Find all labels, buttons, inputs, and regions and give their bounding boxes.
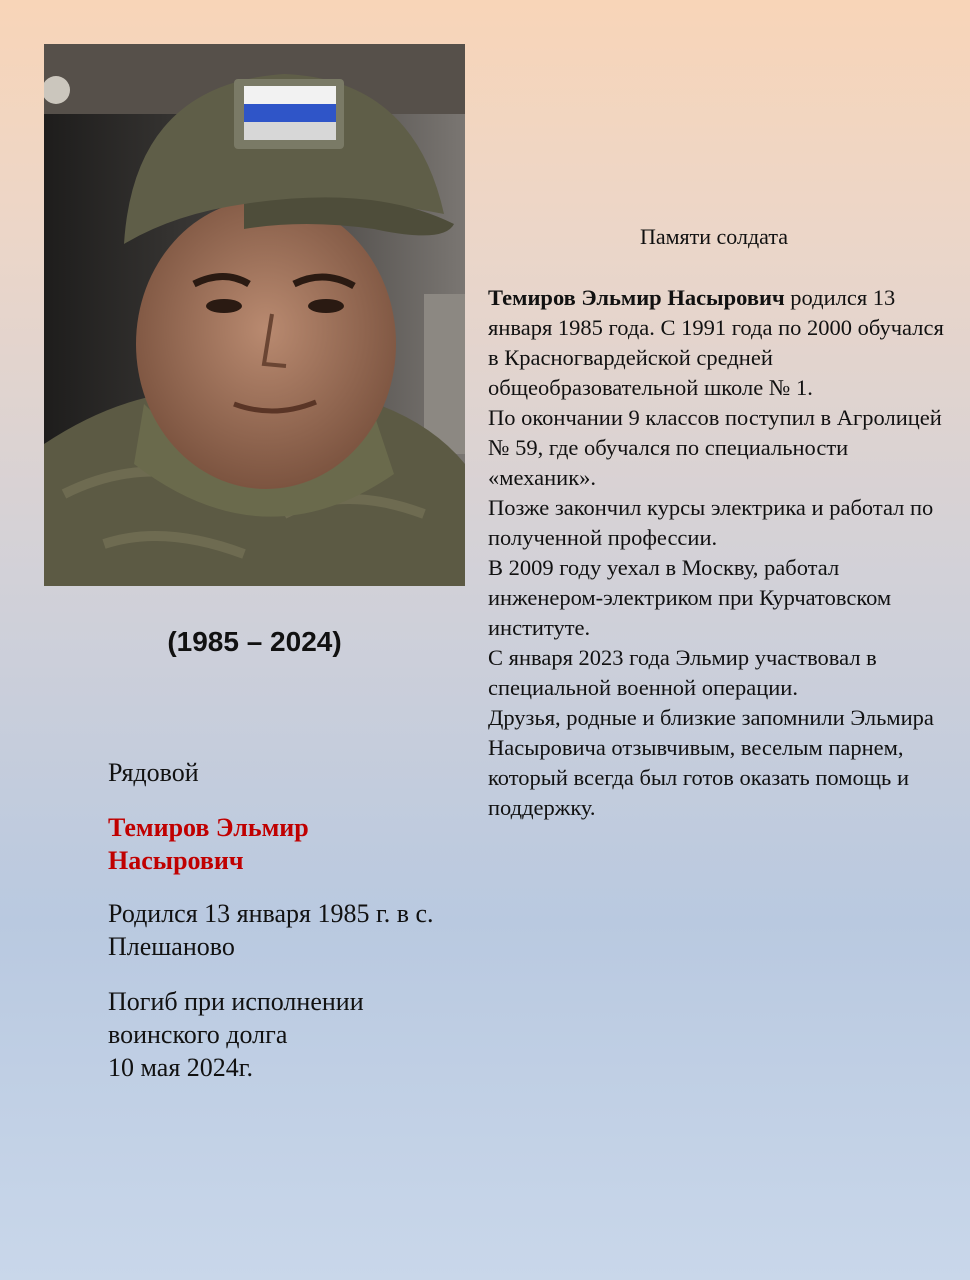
death-info bbox=[108, 985, 438, 1084]
bio-paragraph-1 bbox=[488, 283, 948, 403]
rank: Рядовой bbox=[108, 758, 199, 787]
life-years: (1985 – 2024) bbox=[167, 626, 342, 657]
soldier-summary bbox=[108, 756, 438, 1084]
bio-paragraph-4: В 2009 году уехал в Москву, работал инженером-электриком при Курчатовском институте. bbox=[488, 555, 892, 640]
biography bbox=[488, 283, 948, 823]
bio-name: Темиров Эльмир Насырович bbox=[488, 285, 785, 310]
soldier-name: Темиров Эльмир Насырович bbox=[108, 813, 309, 875]
bio-birth-text: родился 13 января 1985 года. С 1991 года по 2000 обучался в Красногвардейской средней общеобразовательной школе № 1. bbox=[488, 285, 944, 400]
death-line: Погиб при исполнении воинского долга bbox=[108, 987, 364, 1049]
death-date: 10 мая 2024г. bbox=[108, 1053, 254, 1082]
bio-paragraph-5: С января 2023 года Эльмир участвовал в специальной военной операции. bbox=[488, 645, 877, 700]
bio-paragraph-6: Друзья, родные и близкие запомнили Эльмира Насыровича отзывчивым, веселым парнем, который всегда был готов оказать помощь и поддержку. bbox=[488, 705, 934, 820]
bio-paragraph-2: По окончании 9 классов поступил в Агролицей № 59, где обучался по специальности «механик». bbox=[488, 405, 942, 490]
memory-title: Памяти солдата bbox=[639, 224, 789, 249]
soldier-portrait-photo bbox=[44, 44, 465, 586]
bio-paragraph-3: Позже закончил курсы электрика и работал по полученной профессии. bbox=[488, 495, 934, 550]
birth-info: Родился 13 января 1985 г. в с. Плешаново bbox=[108, 899, 434, 961]
